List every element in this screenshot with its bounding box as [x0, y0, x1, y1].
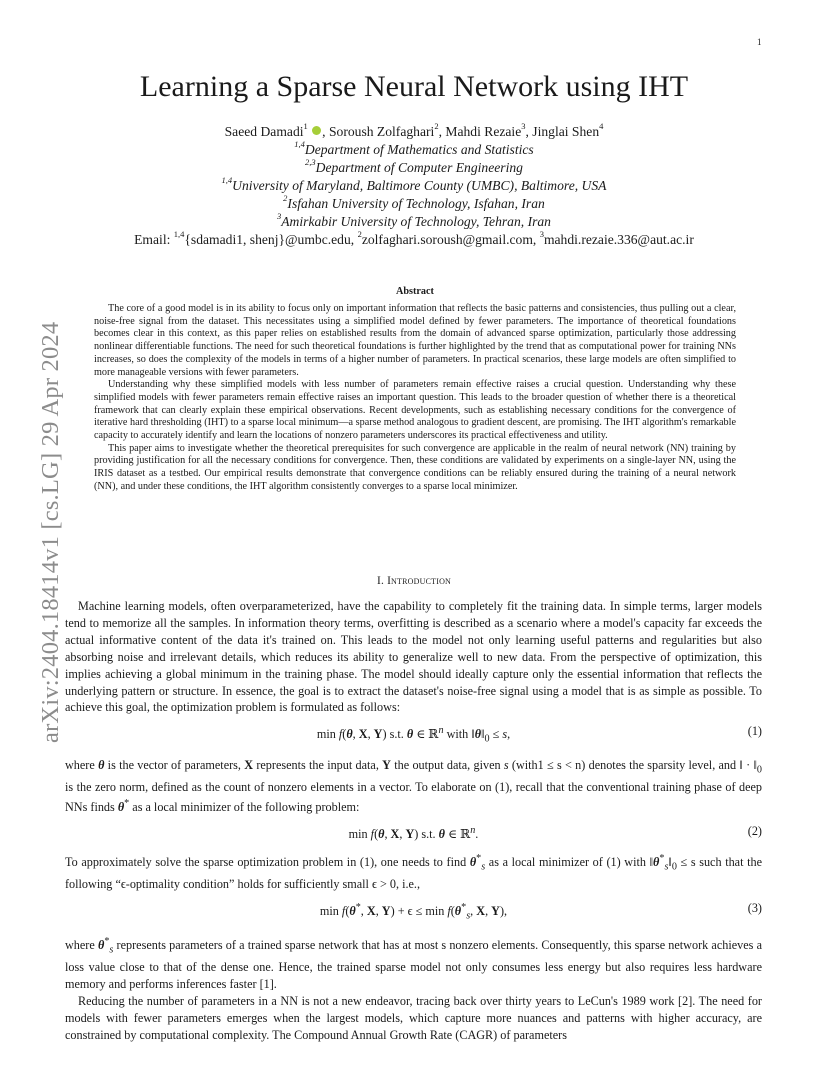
- equation-number: (2): [747, 823, 762, 838]
- affiliation: $^2$Isfahan University of Technology, Isfahan, Iran: [283, 193, 545, 211]
- author-list: Saeed Damadi$^1$ , Soroush Zolfaghari$^2$, Mahdi Rezaie$^3$, Jinglai Shen$^4$: [224, 121, 604, 139]
- email-address[interactable]: zolfaghari.soroush@gmail.com,: [361, 232, 540, 247]
- body-text: [65, 598, 762, 1044]
- equation-3: min f(θ*, X, $Y) + \epsilon \le \min f(\theta^*_s$, X, Y), (3): [319, 901, 762, 922]
- affiliation: $^{1,4}$Department of Mathematics and Statistics: [294, 139, 534, 157]
- email-line: Email: $^{1,4}${sdamadi1, shenj}@umbc.edu, $^2$zolfaghari.soroush@gmail.com, $^3$mahdi.rezaie.336@aut.ac.ir: [134, 229, 694, 247]
- affiliation: $^{2,3}$Department of Computer Engineering: [305, 157, 523, 175]
- author-block: [0, 123, 828, 249]
- author-name: , Soroush Zolfaghari: [322, 124, 435, 139]
- section-heading: I. Introduction: [376, 575, 452, 587]
- equation-number: (3): [747, 901, 762, 916]
- author-name: Saeed Damadi: [224, 124, 304, 139]
- body-paragraph: Reducing the number of parameters in a NN is not a new endeavor, tracing back over thirty years to LeCun's 1989 work [2]. The need for models with fewer parameters emerges when the largest models, which capture more nuances and patterns with higher accuracy, are constrained by computational complexity. The Compound Annual Growth Rate (CAGR) of parameters: [65, 993, 762, 1042]
- affiliation: $^3$Amirkabir University of Technology, Tehran, Iran: [277, 211, 551, 229]
- abstract-section: [94, 286, 736, 494]
- paper-title: Learning a Sparse Neural Network using IHT: [139, 70, 689, 103]
- author-name: , Mahdi Rezaie: [438, 124, 522, 139]
- abstract-heading: Abstract: [396, 286, 434, 297]
- author-name: , Jinglai Shen: [525, 124, 600, 139]
- body-paragraph: where $\theta^*_s$ represents parameters of a trained sparse network that has at most s nonzero elements. Consequently, this sparse network achieves a loss value close to that of the dense one. Hence, the trained sparse model not only consumes less energy but also requires less hardware memory and performs inferences faster [1].: [65, 935, 762, 991]
- equation-2: min f(θ, X, Y) s.t. θ ∈ ℝ$^n$. (2): [348, 823, 762, 842]
- orcid-icon[interactable]: [312, 126, 321, 135]
- abstract-paragraph: Understanding why these simplified models with less number of parameters remain effective raises a crucial question. Understanding why these simplified models with fewer parameters remain effective raises an important question. This leads to the broader question of whether there is a theoretical framework that can clearly explain these empirical observations. Recent developments, such as establishing necessary conditions for the convergence of iterative hard thresholding (IHT) to a sparse local minimum—a sparse method analogous to gradient descent, are promising. The IHT algorithm's remarkable capacity to accurately identify and learn the locations of nonzero parameters underscores its practical effectiveness and utility.: [94, 379, 736, 442]
- abstract-paragraph: This paper aims to investigate whether the theoretical prerequisites for such convergence are applicable in the realm of neural network (NN) training by providing justification for all the necessary conditions for convergence. Then, these conditions are validated by experiments on a single-layer NN, using the IRIS dataset as a testbed. Our empirical results demonstrate that convergence conditions can be reliably ensured during the training of a neural network (NN), and under these conditions, the IHT algorithm consistently converges to a sparse local minimizer.: [94, 442, 736, 492]
- equation-1: min f(θ, X, Y) s.t. θ ∈ ℝ$^n$ with $‖\theta‖_0 \le s$, (1): [316, 724, 762, 745]
- page-number: 1: [757, 37, 762, 47]
- email-address[interactable]: mahdi.rezaie.336@aut.ac.ir: [543, 232, 694, 247]
- abstract-paragraph: The core of a good model is in its ability to focus only on important information that reflects the basic patterns and consistencies, thus pulling out a clear, noise-free signal from the dataset. This necessitates using a simplified model defined by fewer parameters. The importance of theoretical foundations becomes clear in this context, as this paper relies on established results from the domain of advanced sparse optimization, particularly those addressing nonlinear differentiable functions. The need for such theoretical foundations is further highlighted by the trend that as computational power for training NNs increases, so does the complexity of the models in terms of a higher number of parameters. In practical scenarios, these large models are often simplified to more manageable versions with fewer parameters.: [94, 303, 736, 378]
- body-paragraph: where θ is the vector of parameters, X represents the input data, Y the output data, given s (with1 ≤ s < n) denotes the sparsity level, and ‖ · $‖_0$ is the zero norm, defined as the count of nonzero elements in a vector. To elaborate on (1), recall that the conventional training phase of deep NNs finds θ* as a local minimizer of the following problem:: [65, 757, 762, 815]
- affiliation: $^{1,4}$University of Maryland, Baltimore County (UMBC), Baltimore, USA: [221, 175, 607, 193]
- equation-number: (1): [747, 724, 762, 739]
- body-paragraph: To approximately solve the sparse optimization problem in (1), one needs to find $\theta^*_s$ as a local minimizer of (1) with $‖\theta^*_s‖_0 \le s$ such that the following “ϵ-optimality condition” holds for sufficiently small ϵ > 0, i.e.,: [65, 852, 762, 892]
- body-paragraph: Machine learning models, often overparameterized, have the capability to completely fit the training data. In simple terms, larger models tend to memorize all the samples. In information theory terms, overfitting is described as a scenario where a model's capacity far exceeds the actual informative content of the data it's trained on. This leads to the model not only learning useful patterns and regularities but also absorbing noise and irrelevant details, which reduces its ability to generalize well to new data. From the perspective of optimization, this implies achieving a global minimum in the training phase. The model should ideally capture only the essential information that reflects the underlying pattern or structure. In essence, the goal is to extract the dataset's noise-free signal using a model that is as simple as possible. To achieve this goal, the optimization problem is formulated as follows:: [65, 599, 762, 715]
- email-address[interactable]: {sdamadi1, shenj}@umbc.edu,: [184, 232, 358, 247]
- arxiv-identifier-stamp[interactable]: arXiv:2404.18414v1 [cs.LG] 29 Apr 2024: [37, 321, 64, 743]
